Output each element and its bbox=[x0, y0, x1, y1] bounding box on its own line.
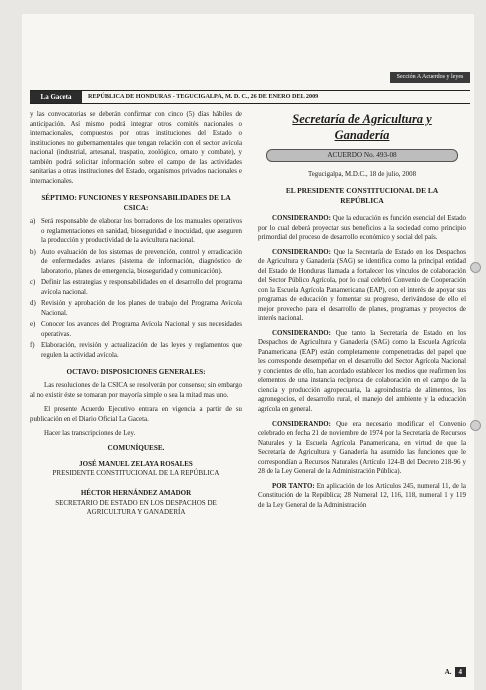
page-letter: A. bbox=[444, 668, 452, 676]
por-tanto-paragraph bbox=[258, 482, 466, 511]
septimo-heading: SÉPTIMO: FUNCIONES Y RESPONSABILIDADES DE LA CSICA: bbox=[41, 194, 231, 213]
list-item-text: Elaboración, revisión y actualización de las leyes y reglamentos que regulen la actividad avícola. bbox=[41, 342, 242, 359]
list-item-letter: d) bbox=[30, 300, 36, 308]
list-item bbox=[30, 299, 242, 318]
gazette-page bbox=[22, 14, 474, 690]
comuniquese-heading: COMUNÍQUESE. bbox=[107, 443, 165, 452]
list-item bbox=[30, 248, 242, 277]
list-item bbox=[30, 320, 242, 339]
list-item-text: Revisión y aprobación de los planes de trabajo del Programa Avícola Nacional. bbox=[41, 300, 242, 317]
por-tanto-text: En aplicación de los Artículos 245, numeral 11, de la Constitución de la República; 28 Numeral 12, 116, 118, numeral 1 y 119 de la Ley General de la Administración bbox=[258, 482, 466, 509]
transcripciones-paragraph: Hacer las transcripciones de Ley. bbox=[44, 430, 136, 438]
running-header bbox=[30, 90, 470, 104]
considerando-lead: CONSIDERANDO: bbox=[272, 215, 331, 223]
considerando-paragraph-1 bbox=[258, 214, 466, 243]
ministry-title bbox=[258, 112, 466, 143]
ministry-title-line1: Secretaría de Agricultura y bbox=[292, 112, 432, 126]
considerando-lead: CONSIDERANDO: bbox=[272, 420, 331, 428]
ministry-title-line2: Ganadería bbox=[334, 127, 390, 142]
binder-hole bbox=[470, 420, 481, 431]
signatory-secretary-title-line1: SECRETARIO DE ESTADO EN LOS DESPACHOS DE bbox=[55, 498, 217, 507]
page-number-box: 4 bbox=[455, 667, 467, 677]
list-item-letter: a) bbox=[30, 218, 36, 225]
list-item bbox=[30, 217, 242, 246]
gaceta-label: La Gaceta bbox=[30, 91, 82, 103]
signatory-president-name: JOSÉ MANUEL ZELAYA ROSALES bbox=[79, 459, 193, 468]
functions-list bbox=[30, 217, 242, 360]
octavo-heading: OCTAVO: DISPOSICIONES GENERALES: bbox=[66, 368, 206, 377]
list-item-letter: e) bbox=[30, 321, 36, 329]
list-item-letter: c) bbox=[30, 279, 36, 287]
left-paragraph: y las convocatorias se deberán confirmar con cinco (5) días hábiles de anticipación. Así mismo podrá integrar otros comités nacionales o internacionales, compuestos por otras instituciones del Estado o instituciones no gubernamentales que tengan relación con el sector avícola nacional (industrial, artesanal, traspatio, zoológico, ornato y combate), y también podrá solicitar información sobre el campo de las actividades sanitarias a otras instituciones del Estado, organismos privados nacionales e internacionales. bbox=[30, 111, 242, 185]
list-item bbox=[30, 341, 242, 360]
place-date: Tegucigalpa, M.D.C., 18 de julio, 2008 bbox=[307, 171, 417, 179]
list-item-text: Auto evaluación de los sistemas de prevención, control y erradicación de enfermedades aviares (sistema de información, diagnóstico de laboratorio, planes de emergencia, bioseguridad y comunicación). bbox=[41, 248, 242, 275]
president-heading-line2: REPÚBLICA bbox=[340, 195, 384, 205]
considerando-text: Que la Secretaría de Estado en los Despachos de Agricultura y Ganadería (SAG) se identifica como la principal entidad del Estado de Honduras llamada a fortalecer los vínculos de colaboración del Sector Público Agrícola, por lo cual celebró Convenio de Cooperación con la Escuela Agrícola Panamericana (EAP), con el interés de apoyar sus programas de educación y fomentar su progreso, derivándose de ello el mejor provecho para el desarrollo de planes, programas y proyectos de interés nacional. bbox=[258, 248, 466, 323]
considerando-lead: CONSIDERANDO: bbox=[272, 248, 331, 256]
list-item-letter: b) bbox=[30, 248, 36, 256]
considerando-paragraph-3 bbox=[258, 329, 466, 415]
considerando-paragraph-4 bbox=[258, 420, 466, 477]
signatory-president-title: PRESIDENTE CONSTITUCIONAL DE LA REPÚBLICA bbox=[52, 469, 220, 478]
considerando-text: Que la educación es función esencial del Estado por lo cual deberá proyectar sus beneficios a la sociedad como principio primordial del proceso de desarrollo económico y social del país. bbox=[258, 215, 466, 242]
considerando-lead: CONSIDERANDO: bbox=[272, 329, 331, 337]
por-tanto-lead: POR TANTO: bbox=[272, 482, 315, 490]
considerando-text: Que tanto la Secretaría de Estado en los Despachos de Agricultura y Ganadería (SAG) como la Escuela Agrícola Panamericana (EAP) están completamente compenetradas del papel que les corresponde desempeñar en el desarrollo del Sector Agrícola Nacional y concientes de ello, han acordado establecer los medios que reafirmen los elementos de una instancia recíproca de colaboración en el campo de la ciencia y producción agropecuaria, la agroindustria de alimentos, los agronegocios, el desarrollo rural, el manejo del ambiente y la educación agrícola en general. bbox=[258, 329, 466, 413]
vigencia-paragraph: El presente Acuerdo Ejecutivo entrara en vigencia a partir de su publicación en el Diario Oficial La Gaceta. bbox=[30, 406, 242, 423]
binder-hole bbox=[470, 262, 481, 273]
list-item bbox=[30, 278, 242, 297]
list-item-text: Definir las estrategias y responsabilidades en el desarrollo del programa avícola nacional. bbox=[41, 279, 242, 296]
president-heading bbox=[258, 186, 466, 206]
page-number bbox=[445, 667, 466, 677]
list-item-letter: f) bbox=[30, 342, 35, 350]
list-item-text: Será responsable de elaborar los borradores de los manuales operativos o reglamentaciones en sanidad, bioseguridad e inocuidad, que aseguren la producción y productividad de la avicultura nacional. bbox=[41, 218, 242, 245]
octavo-paragraph: Las resoluciones de la CSICA se resolverán por consenso; sin embargo al no existir éste se tomaran por mayoría simple o sea la mitad mas uno. bbox=[30, 382, 242, 399]
considerando-paragraph-2 bbox=[258, 248, 466, 324]
running-head-text: REPÚBLICA DE HONDURAS - TEGUCIGALPA, M. D. C., 26 DE ENERO DEL 2009 bbox=[88, 93, 319, 100]
signatory-secretary-name: HÉCTOR HERNÁNDEZ AMADOR bbox=[80, 488, 192, 497]
signatory-secretary-title-line2: AGRICULTURA Y GANADERÍA bbox=[86, 508, 186, 517]
list-item-text: Conocer los avances del Programa Avícola Nacional y sus necesidades operativas. bbox=[41, 321, 242, 338]
considerando-text: Que era necesario modificar el Convenio celebrado en fecha 21 de noviembre de 1974 por la Secretaría de Recursos Naturales y la Escuela Agrícola Panamericana, en virtud de que la Secretaría de Agricultura y Ganadería ha asumido las funciones que le correspondían a Recursos Naturales (Artículo 124-B del Decreto 218-96 y 28 de la Ley General de la Administración Pública). bbox=[258, 420, 466, 476]
president-heading-line1: EL PRESIDENTE CONSTITUCIONAL DE LA bbox=[285, 185, 439, 195]
acuerdo-number-badge: ACUERDO No. 493-08 bbox=[266, 149, 458, 162]
right-column bbox=[258, 110, 466, 515]
left-column bbox=[30, 110, 242, 518]
section-tab: Sección A Acuerdos y leyes bbox=[390, 72, 470, 83]
